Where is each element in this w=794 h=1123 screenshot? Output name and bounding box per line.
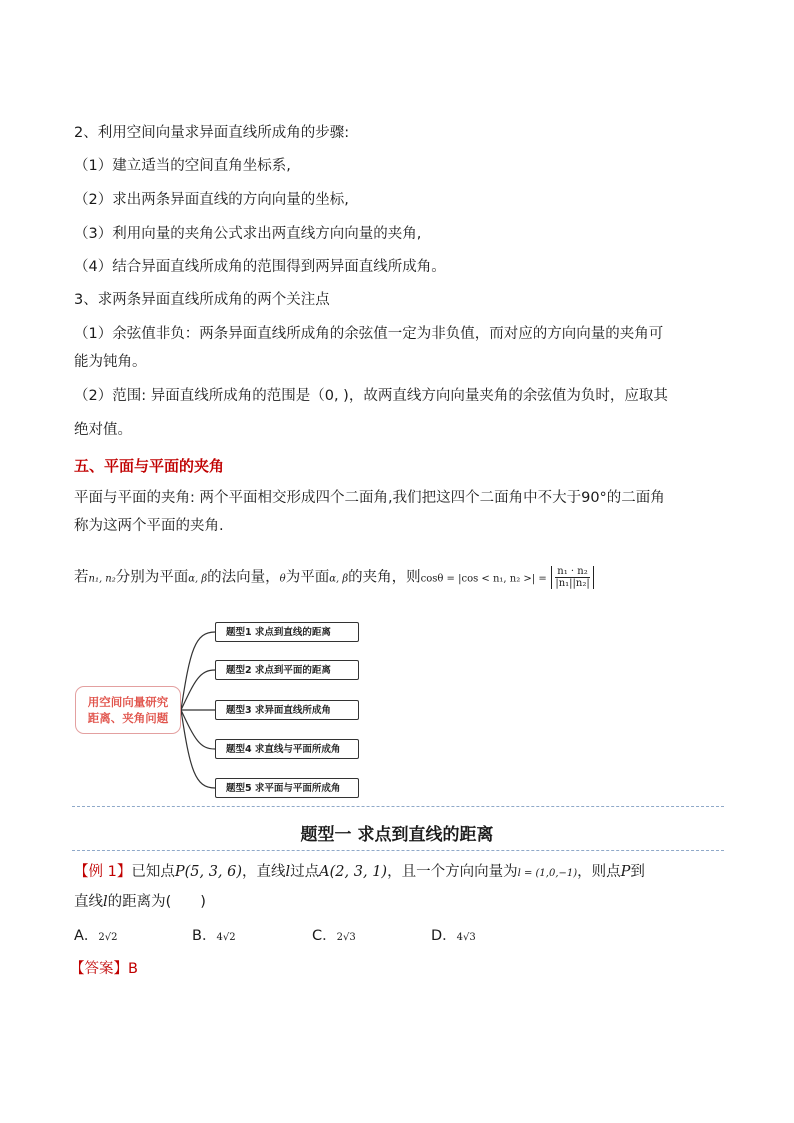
mindmap-center-line-1: 用空间向量研究 xyxy=(87,695,169,709)
planes-symbol: α, β xyxy=(188,573,208,585)
fraction-denominator: |n₁||n₂| xyxy=(555,578,590,589)
option-a xyxy=(74,926,118,948)
line-l-ref: l xyxy=(103,894,108,910)
formula-text-4: 的夹角，则 xyxy=(348,569,421,586)
mindmap-item-1: 题型1 求点到直线的距离 xyxy=(215,622,359,642)
example-text-6: 到 xyxy=(630,864,645,880)
point-P-ref: P xyxy=(620,864,631,880)
example-text-3: 过点 xyxy=(290,864,320,880)
point-1-line-2: 能为钝角。 xyxy=(74,354,147,370)
mindmap-item-4: 题型4 求直线与平面所成角 xyxy=(215,739,359,759)
point-1-line-1: （1）余弦值非负：两条异面直线所成角的余弦值一定为非负值，而对应的方向向量的夹角可 xyxy=(74,326,664,342)
option-a-value: 2√2 xyxy=(98,932,118,943)
step-1: （1）建立适当的空间直角坐标系, xyxy=(74,158,291,174)
point-A: A(2, 3, 1) xyxy=(319,864,388,880)
mindmap-center-line-2: 距离、夹角问题 xyxy=(87,711,169,725)
option-b-label: B． xyxy=(192,928,217,944)
answer-line xyxy=(70,959,138,979)
definition-line-1: 平面与平面的夹角: 两个平面相交形成四个二面角,我们把这四个二面角中不大于90°的二面角 xyxy=(74,490,665,506)
topic-title: 题型一 求点到直线的距离 xyxy=(300,825,494,845)
option-b xyxy=(192,926,236,948)
mindmap-item-5: 题型5 求平面与平面所成角 xyxy=(215,778,359,798)
divider-bottom xyxy=(72,850,724,851)
option-b-value: 4√2 xyxy=(216,932,236,943)
line-l: l xyxy=(285,864,291,880)
cos-expression: cosθ = |cos < n₁, n₂ >| = xyxy=(420,573,547,585)
formula-text-3: 为平面 xyxy=(285,569,330,586)
example-tag: 【例 1】 xyxy=(74,864,132,880)
answer-tag: 【答案】 xyxy=(70,961,128,977)
mindmap-center xyxy=(75,686,181,734)
example-line2-tail: 的距离为( ) xyxy=(107,894,206,910)
theta-symbol: θ xyxy=(279,573,286,585)
example-line2-text: 直线 xyxy=(74,894,103,910)
direction-vector: l = (1,0,−1) xyxy=(517,868,578,879)
example-1-line-2 xyxy=(74,892,206,912)
definition-line-2: 称为这两个平面的夹角. xyxy=(74,518,224,534)
fraction-numerator: n₁ · n₂ xyxy=(557,566,588,577)
formula-prefix: 若 xyxy=(74,569,89,586)
step-3: （3）利用向量的夹角公式求出两直线方向向量的夹角, xyxy=(74,226,422,242)
option-a-label: A． xyxy=(74,928,99,944)
divider-top xyxy=(72,806,724,807)
step-4: （4）结合异面直线所成角的范围得到两异面直线所成角。 xyxy=(74,259,446,275)
step-2: （2）求出两条异面直线的方向向量的坐标, xyxy=(74,192,349,208)
example-text-1: 已知点 xyxy=(131,864,175,880)
section-2-heading: 2、利用空间向量求异面直线所成角的步骤: xyxy=(74,125,350,141)
normal-vectors: n₁, n₂ xyxy=(88,573,116,585)
option-d-value: 4√3 xyxy=(456,932,476,943)
example-text-2: ，直线 xyxy=(242,864,286,880)
section-3-heading: 3、求两条异面直线所成角的两个关注点 xyxy=(74,292,330,308)
example-text-5: ，则点 xyxy=(577,864,621,880)
answer-value: B xyxy=(128,961,138,977)
option-c-label: C． xyxy=(312,928,337,944)
option-c xyxy=(312,926,356,948)
example-text-4: ，且一个方向向量为 xyxy=(387,864,518,880)
point-P: P(5, 3, 6) xyxy=(174,864,243,880)
formula-text-2: 的法向量， xyxy=(207,569,280,586)
formula-text-1: 分别为平面 xyxy=(115,569,189,586)
mindmap-item-3: 题型3 求异面直线所成角 xyxy=(215,700,359,720)
planes-symbol-2: α, β xyxy=(329,573,349,585)
example-1-line-1 xyxy=(74,862,645,884)
option-d xyxy=(431,926,476,948)
option-d-label: D． xyxy=(431,928,457,944)
point-2-line-2: 绝对值。 xyxy=(74,422,132,438)
option-c-value: 2√3 xyxy=(336,932,356,943)
mindmap-item-2: 题型2 求点到平面的距离 xyxy=(215,660,359,680)
point-2-line-1: （2）范围: 异面直线所成角的范围是（0, )，故两直线方向向量夹角的余弦值为负时，应取其 xyxy=(74,388,668,404)
section-5-heading: 五、平面与平面的夹角 xyxy=(74,457,225,475)
